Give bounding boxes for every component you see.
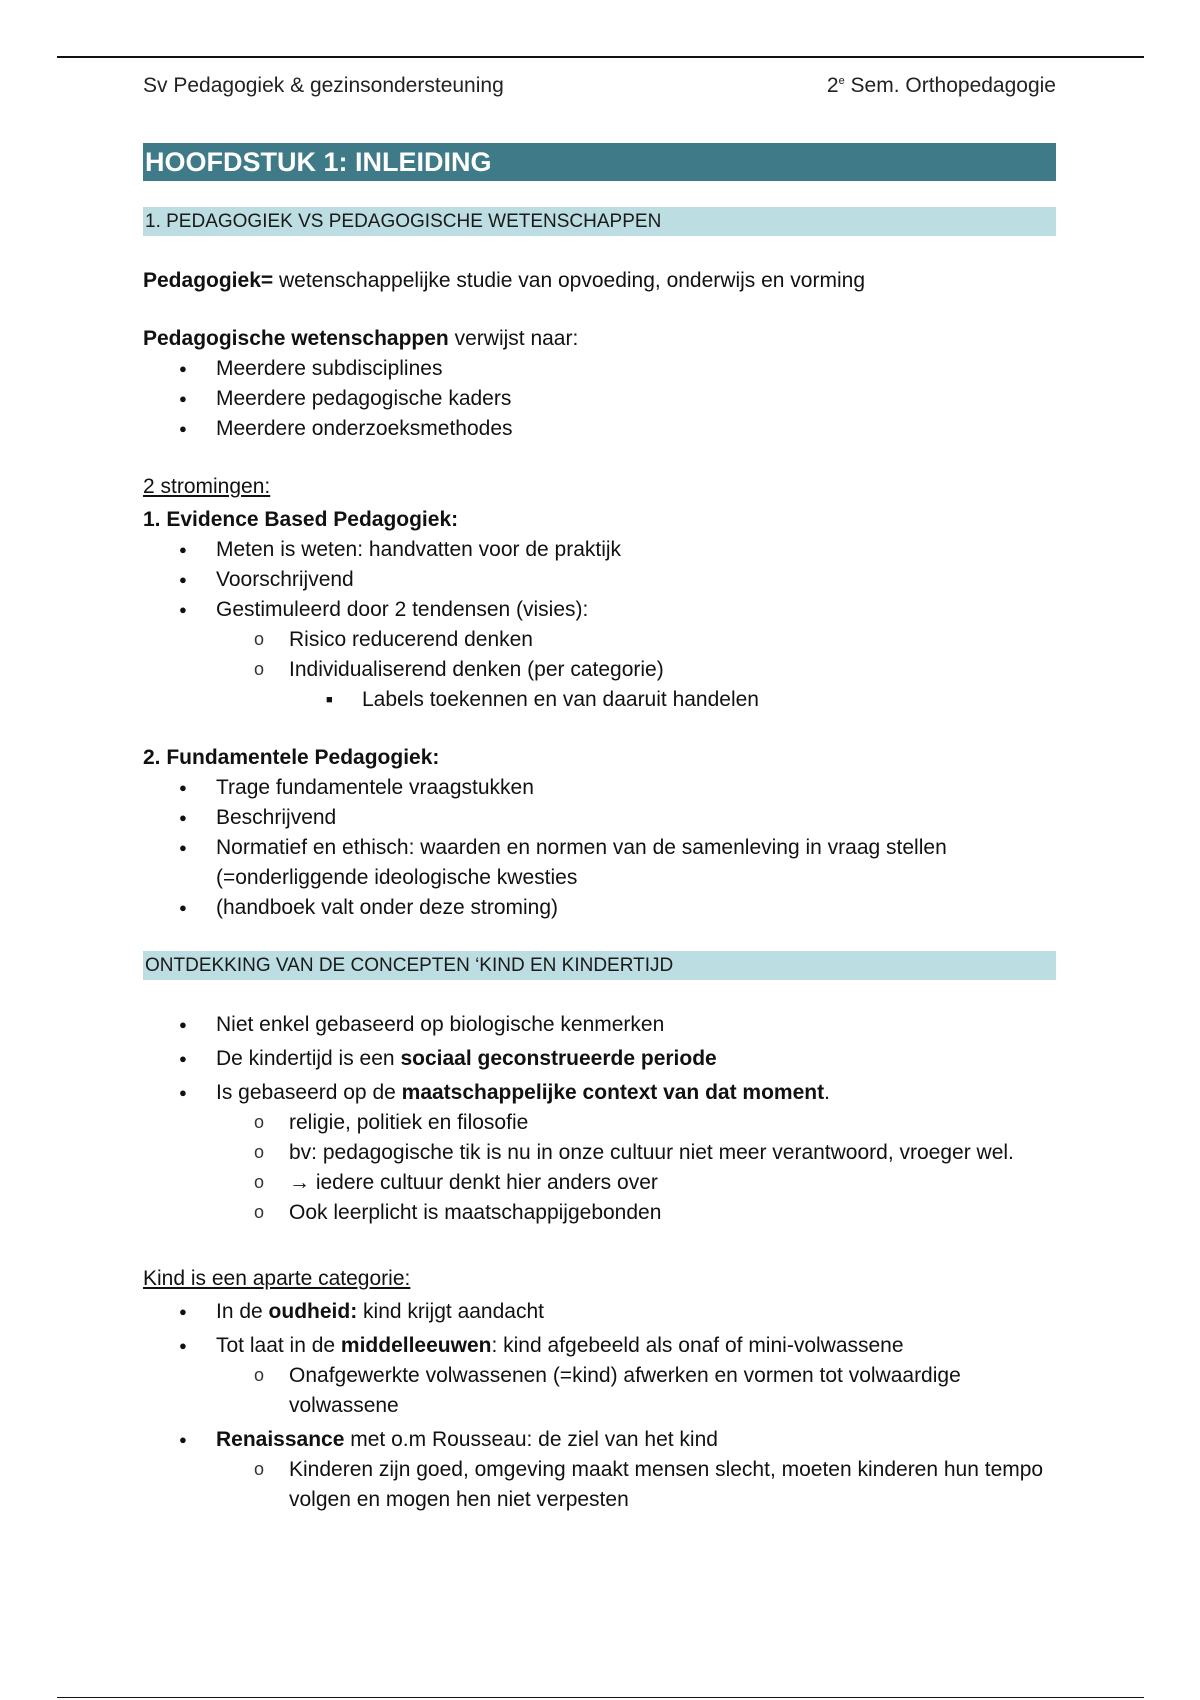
list-item: o Individualiserend denken (per categorie) <box>143 655 1056 685</box>
ebp-sublist <box>143 625 1056 685</box>
header-rule <box>57 56 1144 58</box>
fp-list <box>143 773 1056 923</box>
list-item: o → iedere cultuur denkt hier anders over <box>143 1168 1056 1198</box>
definition-pedagogiek <box>143 266 1056 296</box>
header-semester-num: 2 <box>826 74 839 97</box>
ebp-list <box>143 535 1056 625</box>
document-body <box>143 143 1056 1515</box>
kind-sublist-1 <box>143 1361 1056 1421</box>
pw-intro <box>143 324 1056 354</box>
list-item: ● Beschrijvend <box>143 803 1056 833</box>
section-title-2: ONTDEKKING VAN DE CONCEPTEN ‘KIND EN KINDERTIJD <box>143 951 1056 980</box>
list-item <box>143 1425 1056 1455</box>
list-item: o Ook leerplicht is maatschappijgebonden <box>143 1198 1056 1228</box>
item-text: Tot laat in de <box>216 1334 341 1357</box>
header-semester-sup: e <box>838 75 845 87</box>
fp-title-text: 2. Fundamentele Pedagogiek: <box>143 746 440 769</box>
pw-term: Pedagogische wetenschappen <box>143 327 449 350</box>
list-item: o bv: pedagogische tik is nu in onze cultuur niet meer verantwoord, vroeger wel. <box>143 1138 1056 1168</box>
item-text: met o.m Rousseau: de ziel van het kind <box>344 1428 718 1451</box>
item-text: Is gebaseerd op de <box>216 1081 402 1104</box>
definition-text: wetenschappelijke studie van opvoeding, onderwijs en vorming <box>273 269 865 292</box>
kind-list-1 <box>143 1297 1056 1361</box>
list-item: ● Meerdere pedagogische kaders <box>143 384 1056 414</box>
kind-sublist-2 <box>143 1455 1056 1515</box>
definition-term: Pedagogiek= <box>143 269 274 292</box>
page-header <box>143 74 1056 102</box>
ebp-title-text: 1. Evidence Based Pedagogiek: <box>143 508 459 531</box>
item-bold: sociaal geconstrueerde periode <box>400 1047 717 1070</box>
list-item: o Risico reducerend denken <box>143 625 1056 655</box>
list-item: ● Niet enkel gebaseerd op biologische kenmerken <box>143 1010 1056 1040</box>
item-text: kind krijgt aandacht <box>357 1300 544 1323</box>
header-semester <box>827 74 1056 98</box>
header-semester-text: Sem. Orthopedagogie <box>844 74 1056 97</box>
chapter-title: HOOFDSTUK 1: INLEIDING <box>143 143 1056 181</box>
list-item: o Kinderen zijn goed, omgeving maakt mensen slecht, moeten kinderen hun tempo volgen en mogen hen niet verpesten <box>143 1455 1056 1515</box>
context-sublist <box>143 1108 1056 1228</box>
item-text: De kindertijd is een <box>216 1047 401 1070</box>
ebp-subsublist <box>143 685 1056 715</box>
pw-list <box>143 354 1056 444</box>
list-item: ● Voorschrijvend <box>143 565 1056 595</box>
item-bold: Renaissance <box>216 1428 345 1451</box>
list-item: ■ Labels toekennen en van daaruit handelen <box>143 685 1056 715</box>
fp-title <box>143 743 1056 773</box>
footer-rule <box>57 1697 1144 1698</box>
kind-categorie-label: Kind is een aparte categorie: <box>143 1267 411 1290</box>
list-item <box>143 1297 1056 1327</box>
item-text: : kind afgebeeld als onaf of mini-volwassene <box>491 1334 904 1357</box>
ebp-title <box>143 505 1056 535</box>
list-item: ● Normatief en ethisch: waarden en normen van de samenleving in vraag stellen (=onderliggende ideologische kwesties <box>143 833 1056 893</box>
item-bold: middelleeuwen <box>340 1334 492 1357</box>
list-item: ● Gestimuleerd door 2 tendensen (visies): <box>143 595 1056 625</box>
list-item: o Onafgewerkte volwassenen (=kind) afwerken en vormen tot volwaardige volwassene <box>143 1361 1056 1421</box>
pw-text: verwijst naar: <box>448 327 579 350</box>
item-bold: oudheid: <box>268 1300 358 1323</box>
list-item: o religie, politiek en filosofie <box>143 1108 1056 1138</box>
kind-list-2 <box>143 1425 1056 1455</box>
header-course: Sv Pedagogiek & gezinsondersteuning <box>143 74 504 97</box>
list-item <box>143 1044 1056 1074</box>
list-item: ● Meten is weten: handvatten voor de praktijk <box>143 535 1056 565</box>
list-item: ● (handboek valt onder deze stroming) <box>143 893 1056 923</box>
list-item: ● Meerdere subdisciplines <box>143 354 1056 384</box>
stromingen-label: 2 stromingen: <box>143 475 271 498</box>
list-item: ● Meerdere onderzoeksmethodes <box>143 414 1056 444</box>
item-bold: maatschappelijke context van dat moment <box>401 1081 825 1104</box>
kindertijd-list <box>143 1010 1056 1108</box>
item-text: In de <box>216 1300 269 1323</box>
list-item <box>143 1078 1056 1108</box>
list-item <box>143 1331 1056 1361</box>
item-text: . <box>824 1081 830 1104</box>
list-item: ● Trage fundamentele vraagstukken <box>143 773 1056 803</box>
section-title-1: 1. PEDAGOGIEK VS PEDAGOGISCHE WETENSCHAPPEN <box>143 207 1056 236</box>
